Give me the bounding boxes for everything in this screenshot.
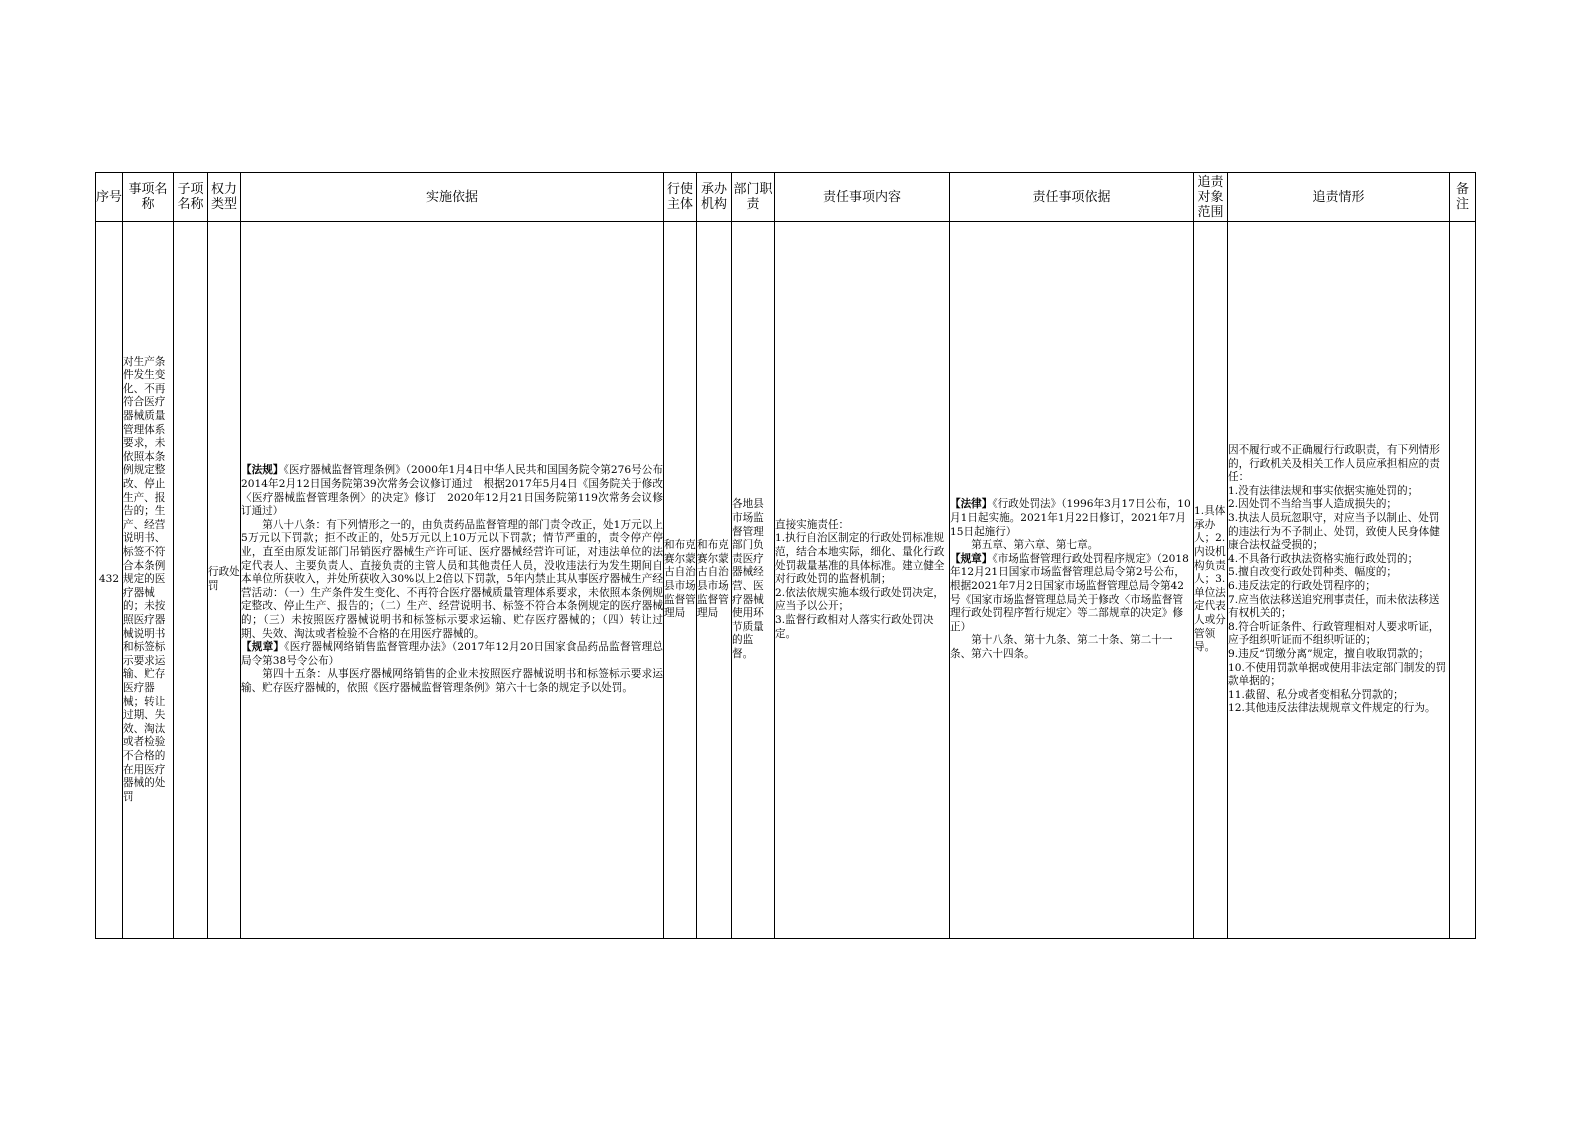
cell-power-type: 行政处罚 <box>208 222 241 939</box>
header-row <box>96 173 1476 222</box>
basis-regulation-ref <box>241 464 674 518</box>
accountability-item: 11.截留、私分或者变相私分罚款的； <box>1228 688 1404 701</box>
resp-basis-rule-text: 《市场监督管理行政处罚程序规定》（2018年12月21日国家市场监督管理总局令第2号公布，根据2021年7月2日国家市场监督管理总局令第42号《国家市场监督管理总局关于修改〈市场监督管理行政处罚程序暂行规定〉等二部规章的决定》修正） <box>950 552 1189 633</box>
cell-basis <box>241 222 674 939</box>
header-resp-basis: 责任事项依据 <box>950 173 1194 222</box>
resp-content-intro: 直接实施责任： <box>775 518 850 531</box>
accountability-item: 10.不使用罚款单据或使用非法定部门制发的罚款单据的； <box>1228 661 1447 688</box>
accountability-item: 12.其他违反法律法规规章文件规定的行为。 <box>1228 702 1436 715</box>
accountability-item: 2.因处罚不当给当事人造成损失的； <box>1228 498 1398 511</box>
header-subject: 行使主体 <box>664 173 697 222</box>
resp-content-item: 3.监督行政相对人落实行政处罚决定。 <box>775 613 934 640</box>
accountability-item: 8.符合听证条件、行政管理相对人要求听证，应予组织听证而不组织听证的； <box>1228 620 1440 647</box>
cell-resp-content <box>775 222 950 939</box>
header-item-name: 事项名称 <box>123 173 174 222</box>
accountability-item: 7.应当依法移送追究刑事责任，而未依法移送有权机关的； <box>1228 593 1440 620</box>
header-remarks: 备注 <box>1450 173 1476 222</box>
resp-basis-rule-tag: 【规章】 <box>950 552 993 565</box>
resp-content-item: 1.执行自治区制定的行政处罚标准规范，结合本地实际，细化、量化行政处罚裁量基准的具体标准。建立健全对行政处罚的监督机制； <box>775 532 945 586</box>
header-sub-item: 子项名称 <box>174 173 208 222</box>
basis-rule-tag: 【规章】 <box>241 641 285 654</box>
header-seq: 序号 <box>96 173 123 222</box>
table-row <box>96 222 1476 939</box>
cell-sub-item <box>174 222 208 939</box>
cell-duty: 各地县市场监督管理部门负责医疗器械经营、医疗器械使用环节质量的监督。 <box>732 222 775 939</box>
basis-regulation-text: 《医疗器械监督管理条例》（2000年1月4日中华人民共和国国务院令第276号公布 2014年2月12日国务院第39次常务会议修订通过 根据2017年5月4日《国务院关于修改〈医疗器械监督管理条例〉的决定》修订 2020年12月21日国务院第119次常务会议修订通过） <box>241 464 674 518</box>
accountability-item: 9.违反“罚缴分离”规定，擅自收取罚款的； <box>1228 647 1430 660</box>
basis-rule-ref <box>241 641 663 668</box>
header-organ: 承办机构 <box>697 173 732 222</box>
accountability-item: 5.擅自改变行政处罚种类、幅度的； <box>1228 566 1398 579</box>
cell-item-name: 对生产条件发生变化、不再符合医疗器械质量管理体系要求，未依照本条例规定整改、停止生产、报告的；生产、经营说明书、标签不符合本条例规定的医疗器械的；未按照医疗器械说明书和标签标示要求运输、贮存医疗器械；转让过期、失效、淘汰或者检验不合格的在用医疗器械的处罚 <box>123 222 174 939</box>
cell-seq: 432 <box>96 222 123 939</box>
header-resp-content: 责任事项内容 <box>775 173 950 222</box>
header-accountability-scope: 追责对象范围 <box>1194 173 1228 222</box>
header-power-type: 权力类型 <box>208 173 241 222</box>
cell-accountability-cases <box>1228 222 1450 939</box>
resp-basis-rule-articles: 第十八条、第十九条、第二十条、第二十一条、第六十四条。 <box>950 634 1173 660</box>
cell-resp-basis <box>950 222 1194 939</box>
accountability-item: 1.没有法律法规和事实依据实施处罚的； <box>1228 484 1419 497</box>
cell-remarks <box>1450 222 1476 939</box>
accountability-intro: 因不履行或不正确履行行政职责，有下列情形的，行政机关及相关工作人员应承担相应的责任： <box>1228 444 1440 484</box>
accountability-item: 6.违反法定的行政处罚程序的； <box>1228 580 1376 592</box>
responsibility-table <box>95 172 1476 939</box>
basis-regulation-tag: 【法规】 <box>241 464 284 477</box>
cell-accountability-scope: 1.具体承办人；2.内设机构负责人；3.单位法定代表人或分管领导。 <box>1194 222 1228 939</box>
header-basis: 实施依据 <box>241 173 664 222</box>
accountability-item: 4.不具备行政执法资格实施行政处罚的； <box>1228 552 1419 565</box>
cell-subject: 和布克赛尔蒙古自治县市场监督管理局 <box>664 222 697 939</box>
header-duty: 部门职责 <box>732 173 775 222</box>
header-accountability-cases: 追责情形 <box>1228 173 1450 222</box>
resp-basis-law-ref <box>950 498 1193 539</box>
resp-basis-rule-ref <box>950 553 1193 635</box>
cell-organ: 和布克赛尔蒙古自治县市场监督管理局 <box>697 222 732 939</box>
accountability-item: 3.执法人员玩忽职守，对应当予以制止、处罚的违法行为不予制止、处罚，致使人民身体健康合法权益受损的； <box>1228 512 1440 552</box>
basis-rule-text: 《医疗器械网络销售监督管理办法》（2017年12月20日国家食品药品监督管理总局令第38号令公布） <box>241 641 663 667</box>
resp-content-item: 2.依法依规实施本级行政处罚决定，应当予以公开； <box>775 586 945 613</box>
resp-basis-law-text: 《行政处罚法》（1996年3月17日公布，10月1日起实施。2021年1月22日修订，2021年7月15日起施行） <box>950 498 1191 538</box>
basis-article-45: 第四十五条：从事医疗器械网络销售的企业未按照医疗器械说明书和标签标示要求运输、贮存医疗器械的，依照《医疗器械监督管理条例》第六十七条的规定予以处罚。 <box>241 668 663 694</box>
resp-basis-law-tag: 【法律】 <box>950 498 993 511</box>
resp-basis-law-chapters: 第五章、第六章、第七章。 <box>971 539 1099 552</box>
basis-article-88: 第八十八条：有下列情形之一的，由负责药品监督管理的部门责令改正，处1万元以上5万元以下罚款；拒不改正的，处5万元以上10万元以下罚款；情节严重的，责令停产停业，直至由原发证部门吊销医疗器械生产许可证、医疗器械经营许可证，对违法单位的法定代表人、主要负责人、直接负责的主管人员和其他责任人员，没收违法行为发生期间自本单位所获收入，并处所获收入30%以上2倍以下罚款，5年内禁止其从事医疗器械生产经营活动：（一）生产条件发生变化、不再符合医疗器械质量管理体系要求，未依照本条例规定整改、停止生产、报告的；（二）生产、经营说明书、标签不符合本条例规定的医疗器械的；（三）未按照医疗器械说明书和标签标示要求运输、贮存医疗器械的；（四）转让过期、失效、淘汰或者检验不合格的在用医疗器械的。 <box>241 518 663 640</box>
